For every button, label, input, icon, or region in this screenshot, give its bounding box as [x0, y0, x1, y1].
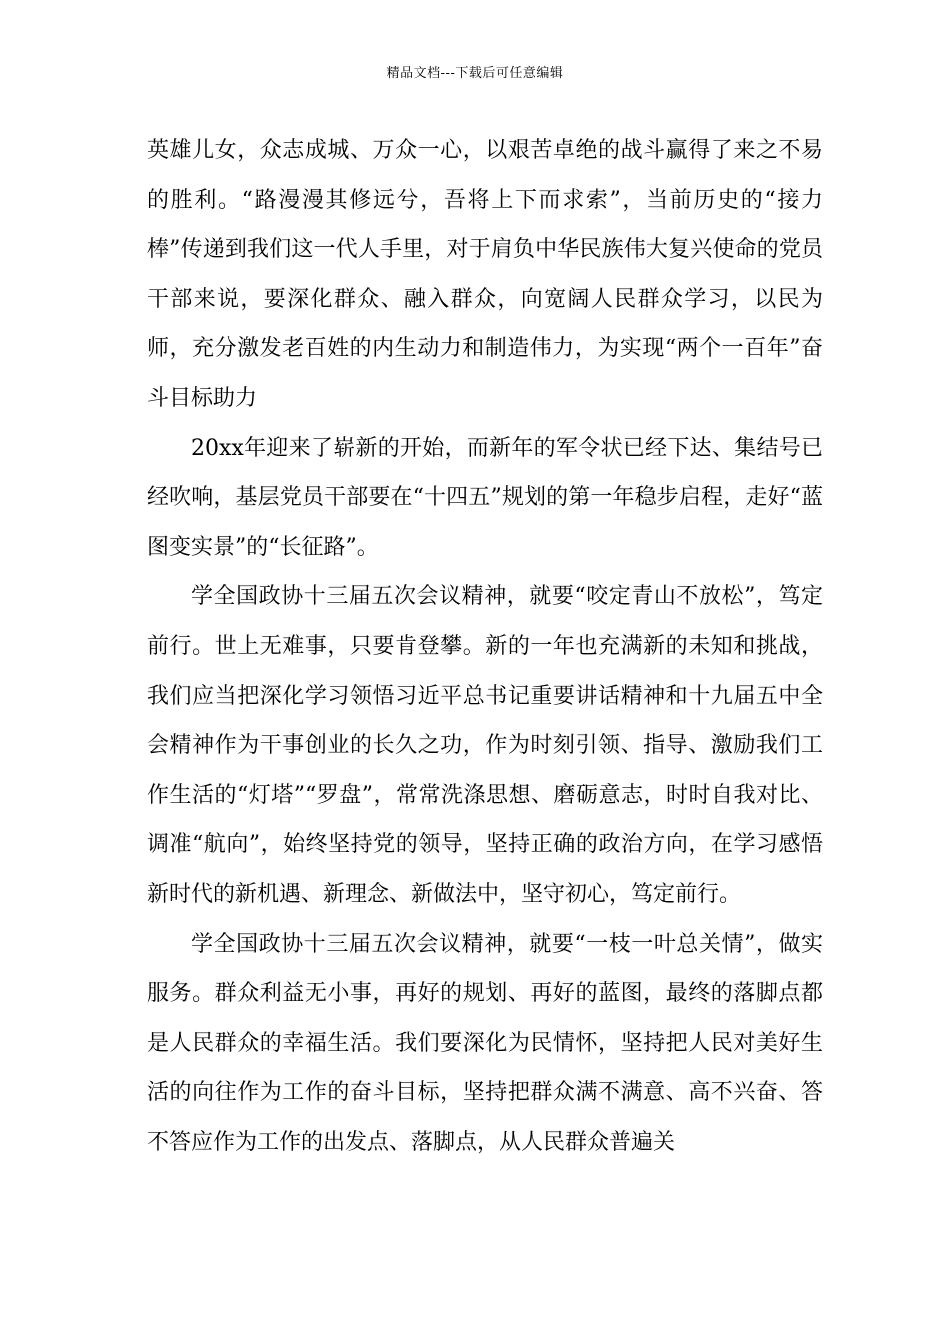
- page-header: 精品文档---下载后可任意编辑: [386, 66, 564, 81]
- paragraph-4: 学全国政协十三届五次会议精神，就要“一枝一叶总关情”，做实服务。群众利益无小事，再好的规划、再好的蓝图，最终的落脚点都是人民群众的幸福生活。我们要深化为民情怀，坚持把人民对美好生活的向往作为工作的奋斗目标，坚持把群众满不满意、高不兴奋、答不答应作为工作的出发点、落脚点，从人民群众普遍关: [147, 931, 823, 1155]
- paragraph-2: 20xx年迎来了崭新的开始，而新年的军令状已经下达、集结号已经吹响，基层党员干部要在“十四五”规划的第一年稳步启程，走好“蓝图变实景”的“长征路”。: [147, 435, 823, 560]
- document-body: [147, 126, 823, 1167]
- paragraph-3: 学全国政协十三届五次会议精神，就要“咬定青山不放松”，笃定前行。世上无难事，只要肯登攀。新的一年也充满新的未知和挑战，我们应当把深化学习领悟习近平总书记重要讲话精神和十九届五中全会精神作为干事创业的长久之功，作为时刻引领、指导、激励我们工作生活的“灯塔”“罗盘”，常常洗涤思想、磨砺意志，时时自我对比、调准“航向”，始终坚持党的领导，坚持正确的政治方向，在学习感悟新时代的新机遇、新理念、新做法中，坚守初心，笃定前行。: [147, 584, 823, 907]
- paragraph-1: 英雄儿女，众志成城、万众一心，以艰苦卓绝的战斗赢得了来之不易的胜利。“路漫漫其修远兮，吾将上下而求索”，当前历史的“接力棒”传递到我们这一代人手里，对于肩负中华民族伟大复兴使命的党员干部来说，要深化群众、融入群众，向宽阔人民群众学习，以民为师，充分激发老百姓的内生动力和制造伟力，为实现“两个一百年”奋斗目标助力: [147, 138, 823, 411]
